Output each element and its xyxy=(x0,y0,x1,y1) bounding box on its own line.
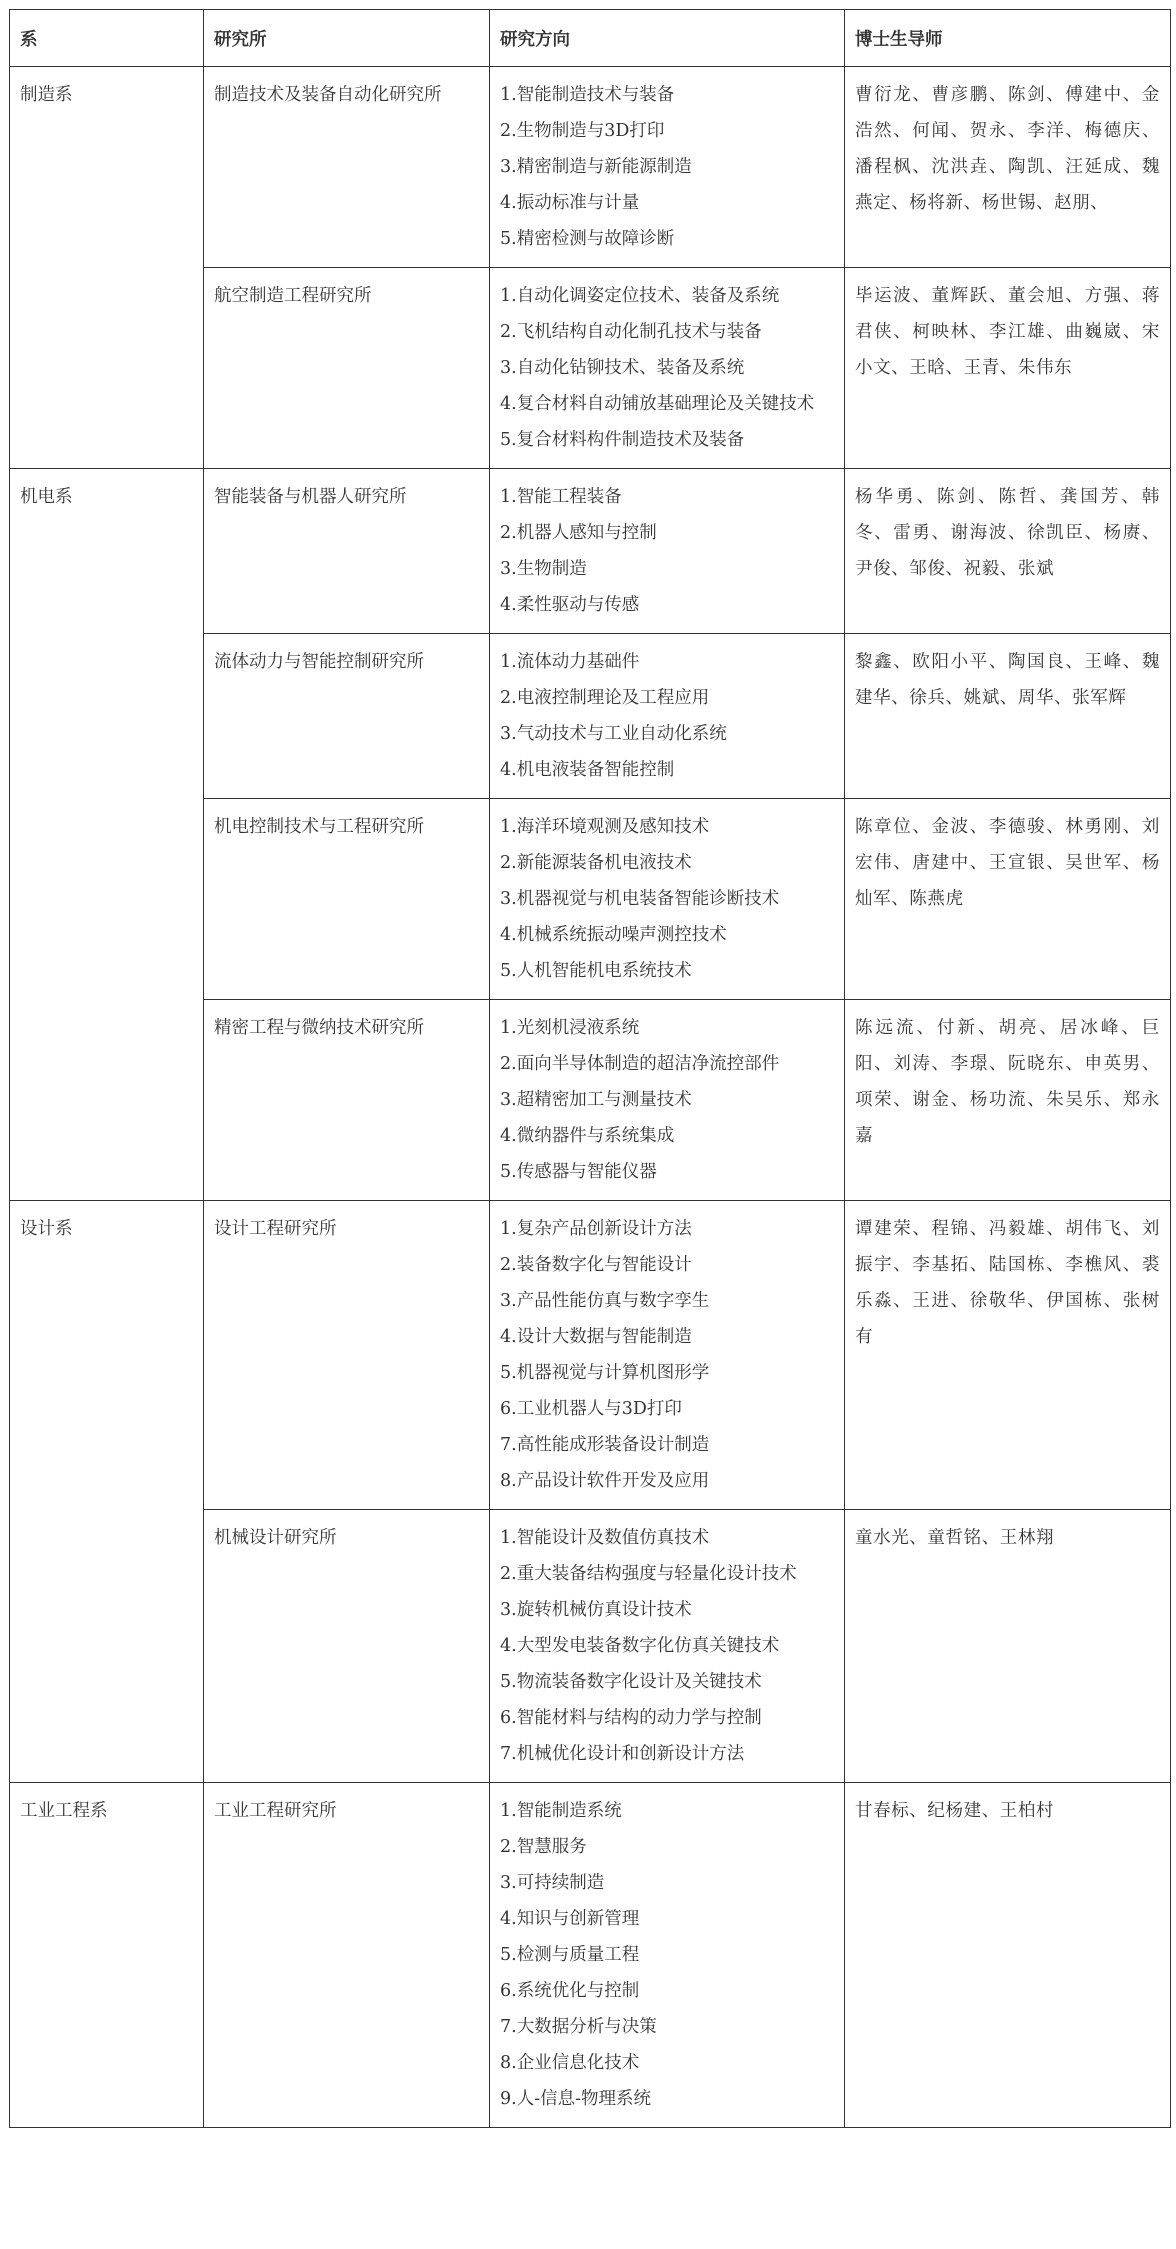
research-direction-item: 4.机械系统振动噪声测控技术 xyxy=(500,925,727,945)
research-direction-item: 1.智能制造技术与装备 xyxy=(500,85,675,105)
table-body xyxy=(10,67,1171,2128)
research-direction-item: 5.人机智能机电系统技术 xyxy=(500,961,692,981)
institute-cell: 航空制造工程研究所 xyxy=(204,268,490,469)
research-direction-item: 3.气动技术与工业自动化系统 xyxy=(500,724,727,744)
research-direction-item: 4.复合材料自动铺放基础理论及关键技术 xyxy=(500,394,815,414)
research-direction-item: 6.智能材料与结构的动力学与控制 xyxy=(500,1708,762,1728)
research-directions-cell xyxy=(490,67,845,268)
research-direction-item: 8.产品设计软件开发及应用 xyxy=(500,1471,710,1491)
research-direction-item: 2.智慧服务 xyxy=(500,1837,587,1857)
research-direction-item: 4.大型发电装备数字化仿真关键技术 xyxy=(500,1636,780,1656)
institute-cell: 工业工程研究所 xyxy=(204,1783,490,2128)
department-cell: 制造系 xyxy=(10,67,204,469)
research-direction-item: 5.物流装备数字化设计及关键技术 xyxy=(500,1672,762,1692)
research-directions-cell xyxy=(490,268,845,469)
research-direction-item: 7.大数据分析与决策 xyxy=(500,2017,657,2037)
research-direction-item: 7.高性能成形装备设计制造 xyxy=(500,1435,710,1455)
advisors-cell: 杨华勇、陈剑、陈哲、龚国芳、韩冬、雷勇、谢海波、徐凯臣、杨赓、尹俊、邹俊、祝毅、张斌 xyxy=(845,469,1171,634)
research-direction-item: 1.自动化调姿定位技术、装备及系统 xyxy=(500,286,780,306)
research-direction-item: 3.超精密加工与测量技术 xyxy=(500,1090,692,1110)
research-directions-cell xyxy=(490,799,845,1000)
research-direction-item: 5.传感器与智能仪器 xyxy=(500,1162,657,1182)
research-direction-item: 2.面向半导体制造的超洁净流控部件 xyxy=(500,1054,780,1074)
advisors-cell: 陈章位、金波、李德骏、林勇刚、刘宏伟、唐建中、王宣银、吴世军、杨灿军、陈燕虎 xyxy=(845,799,1171,1000)
institute-cell: 机械设计研究所 xyxy=(204,1510,490,1783)
department-cell: 设计系 xyxy=(10,1201,204,1783)
table-row xyxy=(10,67,1171,268)
table-row xyxy=(10,1783,1171,2128)
research-direction-item: 1.复杂产品创新设计方法 xyxy=(500,1219,692,1239)
advisor-table xyxy=(9,9,1171,2128)
institute-cell: 制造技术及装备自动化研究所 xyxy=(204,67,490,268)
research-direction-item: 8.企业信息化技术 xyxy=(500,2053,640,2073)
research-direction-item: 9.人-信息-物理系统 xyxy=(500,2089,652,2109)
research-directions-cell xyxy=(490,1510,845,1783)
institute-cell: 智能装备与机器人研究所 xyxy=(204,469,490,634)
table-row xyxy=(10,469,1171,634)
advisors-cell: 谭建荣、程锦、冯毅雄、胡伟飞、刘振宇、李基拓、陆国栋、李樵风、裘乐淼、王进、徐敬华、伊国栋、张树有 xyxy=(845,1201,1171,1510)
research-direction-item: 6.系统优化与控制 xyxy=(500,1981,640,2001)
research-direction-item: 5.复合材料构件制造技术及装备 xyxy=(500,430,745,450)
research-direction-item: 6.工业机器人与3D打印 xyxy=(500,1399,682,1419)
advisors-cell: 甘春标、纪杨建、王柏村 xyxy=(845,1783,1171,2128)
table-row xyxy=(10,1201,1171,1510)
advisors-cell: 曹衍龙、曹彦鹏、陈剑、傅建中、金浩然、何闻、贺永、李洋、梅德庆、潘程枫、沈洪垚、陶凯、汪延成、魏燕定、杨将新、杨世锡、赵朋、 xyxy=(845,67,1171,268)
advisors-cell: 陈远流、付新、胡亮、居冰峰、巨阳、刘涛、李璟、阮晓东、申英男、项荣、谢金、杨功流、朱吴乐、郑永嘉 xyxy=(845,1000,1171,1201)
research-direction-item: 1.智能工程装备 xyxy=(500,487,622,507)
research-direction-item: 2.装备数字化与智能设计 xyxy=(500,1255,692,1275)
header-research-direction: 研究方向 xyxy=(490,10,845,67)
research-directions-cell xyxy=(490,634,845,799)
research-direction-item: 2.新能源装备机电液技术 xyxy=(500,853,692,873)
research-direction-item: 2.飞机结构自动化制孔技术与装备 xyxy=(500,322,762,342)
research-directions-cell xyxy=(490,1201,845,1510)
research-direction-item: 2.机器人感知与控制 xyxy=(500,523,657,543)
research-direction-item: 5.精密检测与故障诊断 xyxy=(500,229,675,249)
research-direction-item: 7.机械优化设计和创新设计方法 xyxy=(500,1744,745,1764)
advisors-cell: 黎鑫、欧阳小平、陶国良、王峰、魏建华、徐兵、姚斌、周华、张军辉 xyxy=(845,634,1171,799)
research-direction-item: 3.产品性能仿真与数字孪生 xyxy=(500,1291,710,1311)
header-department: 系 xyxy=(10,10,204,67)
header-institute: 研究所 xyxy=(204,10,490,67)
research-direction-item: 1.海洋环境观测及感知技术 xyxy=(500,817,710,837)
research-direction-item: 3.自动化钻铆技术、装备及系统 xyxy=(500,358,745,378)
research-direction-item: 4.机电液装备智能控制 xyxy=(500,760,675,780)
header-doctoral-advisor: 博士生导师 xyxy=(845,10,1171,67)
research-direction-item: 2.重大装备结构强度与轻量化设计技术 xyxy=(500,1564,797,1584)
research-direction-item: 4.设计大数据与智能制造 xyxy=(500,1327,692,1347)
institute-cell: 机电控制技术与工程研究所 xyxy=(204,799,490,1000)
research-direction-item: 3.精密制造与新能源制造 xyxy=(500,157,692,177)
research-direction-item: 2.电液控制理论及工程应用 xyxy=(500,688,710,708)
research-direction-item: 1.智能制造系统 xyxy=(500,1801,622,1821)
advisors-cell: 毕运波、董辉跃、董会旭、方强、蒋君侠、柯映林、李江雄、曲巍崴、宋小文、王晗、王青、朱伟东 xyxy=(845,268,1171,469)
research-direction-item: 1.智能设计及数值仿真技术 xyxy=(500,1528,710,1548)
research-direction-item: 3.可持续制造 xyxy=(500,1873,605,1893)
advisors-cell: 童水光、童哲铭、王林翔 xyxy=(845,1510,1171,1783)
department-cell: 机电系 xyxy=(10,469,204,1201)
research-direction-item: 3.生物制造 xyxy=(500,559,587,579)
research-direction-item: 5.检测与质量工程 xyxy=(500,1945,640,1965)
research-direction-item: 3.机器视觉与机电装备智能诊断技术 xyxy=(500,889,780,909)
research-direction-item: 4.知识与创新管理 xyxy=(500,1909,640,1929)
table-header-row xyxy=(10,10,1171,67)
research-directions-cell xyxy=(490,1783,845,2128)
research-direction-item: 3.旋转机械仿真设计技术 xyxy=(500,1600,692,1620)
research-direction-item: 5.机器视觉与计算机图形学 xyxy=(500,1363,710,1383)
research-direction-item: 2.生物制造与3D打印 xyxy=(500,121,665,141)
department-cell: 工业工程系 xyxy=(10,1783,204,2128)
research-direction-item: 4.微纳器件与系统集成 xyxy=(500,1126,675,1146)
research-directions-cell xyxy=(490,1000,845,1201)
research-direction-item: 1.流体动力基础件 xyxy=(500,652,640,672)
institute-cell: 精密工程与微纳技术研究所 xyxy=(204,1000,490,1201)
institute-cell: 流体动力与智能控制研究所 xyxy=(204,634,490,799)
research-direction-item: 4.振动标准与计量 xyxy=(500,193,640,213)
research-direction-item: 4.柔性驱动与传感 xyxy=(500,595,640,615)
institute-cell: 设计工程研究所 xyxy=(204,1201,490,1510)
research-direction-item: 1.光刻机浸液系统 xyxy=(500,1018,640,1038)
research-directions-cell xyxy=(490,469,845,634)
